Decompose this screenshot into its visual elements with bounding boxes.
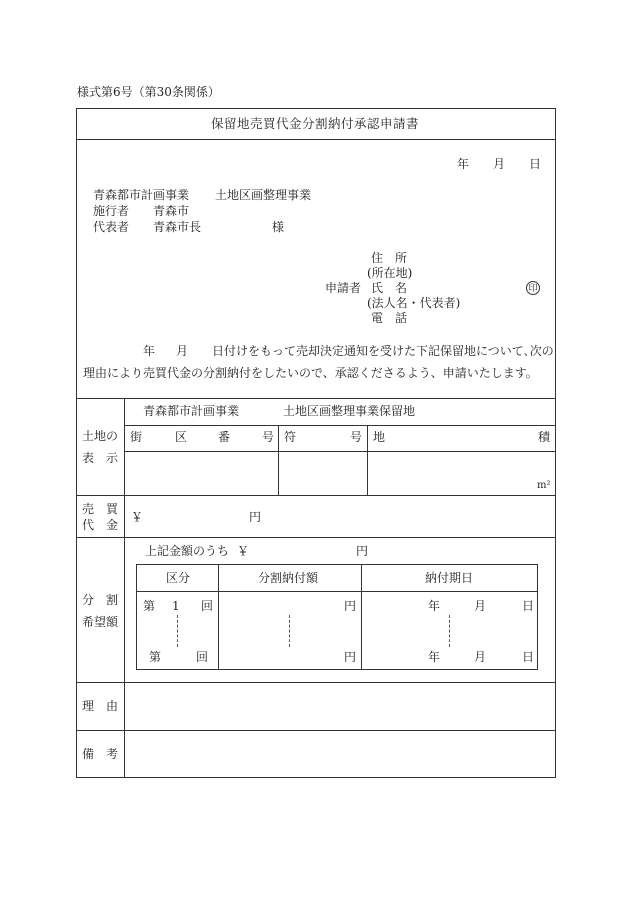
applicant-name-label: 氏 名	[371, 281, 408, 295]
land-reserved: 土地区画整理事業保留地	[283, 404, 416, 418]
header-due-date: 納付期日	[425, 571, 474, 585]
continuation-dots-3	[449, 615, 450, 647]
installment-col-divider-1	[218, 564, 219, 670]
first-date-day: 日	[522, 599, 535, 613]
executor-name: 青森市	[153, 204, 190, 218]
remarks-label: 備 考	[82, 747, 119, 761]
land-label-1: 土地の	[82, 429, 119, 443]
installment-col-divider-2	[361, 564, 362, 670]
land-row-divider-1	[124, 425, 556, 426]
body-month: 月	[176, 344, 189, 358]
body-line-1: 日付けをもって売却決定通知を受けた下記保留地について､次の	[212, 344, 554, 358]
first-date-year: 年	[428, 599, 441, 613]
applicant-address-label: 住 所	[371, 251, 408, 265]
executor-label: 施行者	[93, 204, 130, 218]
last-amount-unit: 円	[344, 650, 357, 664]
reason-label: 理 由	[82, 699, 119, 713]
block-char-4: 号	[262, 430, 275, 444]
continuation-dots-1	[177, 615, 178, 647]
symbol-char-2: 号	[350, 430, 363, 444]
header-amount: 分割納付額	[258, 571, 319, 585]
applicant-corp-label: (法人名・代表者)	[367, 296, 461, 310]
applicant-phone-label: 電 話	[371, 311, 408, 325]
form-frame	[76, 108, 556, 778]
addressee-project: 青森都市計画事業	[93, 188, 190, 202]
date-year-label: 年	[457, 157, 470, 171]
area-unit: m²	[537, 480, 551, 491]
date-month-label: 月	[493, 157, 506, 171]
form-number: 様式第6号（第30条関係）	[77, 85, 220, 99]
continuation-dots-2	[289, 615, 290, 647]
date-day-label: 日	[529, 157, 542, 171]
land-row-divider-2	[124, 451, 556, 452]
seal-mark: 印	[526, 281, 540, 295]
last-date-month: 月	[474, 650, 487, 664]
label-column-divider	[124, 398, 125, 778]
representative-label: 代表者	[93, 220, 130, 234]
first-installment-prefix: 第	[143, 599, 156, 613]
reason-bottom-divider	[76, 730, 556, 731]
area-char-1: 地	[373, 430, 386, 444]
price-yen-unit: 円	[249, 510, 262, 524]
installment-intro: 上記金額のうち	[145, 544, 230, 558]
addressee-project-type: 土地区画整理事業	[215, 188, 312, 202]
body-year: 年	[143, 344, 156, 358]
installment-yen-symbol: ￥	[237, 544, 250, 558]
symbol-char-1: 符	[284, 430, 297, 444]
land-col-divider-2	[367, 425, 368, 495]
title-divider	[76, 139, 556, 140]
last-installment-suffix: 回	[196, 650, 209, 664]
land-col-divider-1	[278, 425, 279, 495]
applicant-location-label: (所在地)	[367, 266, 413, 280]
installment-label-2: 希望額	[82, 615, 119, 629]
first-installment-number: 1	[172, 599, 180, 613]
first-amount-unit: 円	[344, 599, 357, 613]
section-divider	[76, 398, 556, 399]
installment-yen-unit: 円	[356, 544, 369, 558]
last-installment-prefix: 第	[149, 650, 162, 664]
block-char-2: 区	[175, 430, 188, 444]
form-title: 保留地売買代金分割納付承認申請書	[210, 116, 419, 131]
first-date-month: 月	[474, 599, 487, 613]
price-label-2: 代 金	[82, 518, 119, 532]
last-date-year: 年	[428, 650, 441, 664]
installment-bottom-divider	[76, 682, 556, 683]
installment-label-1: 分 割	[82, 593, 119, 607]
body-line-2: 理由により売買代金の分割納付をしたいので、承認くださるよう、申請いたします。	[83, 366, 538, 380]
area-char-2: 積	[538, 430, 551, 444]
price-bottom-divider	[76, 537, 556, 538]
applicant-label: 申請者	[325, 281, 362, 295]
land-bottom-divider	[76, 495, 556, 496]
first-installment-suffix: 回	[201, 599, 214, 613]
installment-header-divider	[136, 591, 538, 592]
header-category: 区分	[166, 571, 191, 585]
price-label-1: 売 買	[82, 502, 119, 516]
land-project: 青森都市計画事業	[143, 404, 240, 418]
land-label-2: 表 示	[82, 451, 119, 465]
block-char-3: 番	[218, 430, 231, 444]
last-date-day: 日	[522, 650, 535, 664]
price-yen-symbol: ￥	[131, 510, 144, 524]
block-char-1: 街	[130, 430, 143, 444]
honorific: 様	[272, 220, 285, 234]
representative-name: 青森市長	[153, 220, 202, 234]
